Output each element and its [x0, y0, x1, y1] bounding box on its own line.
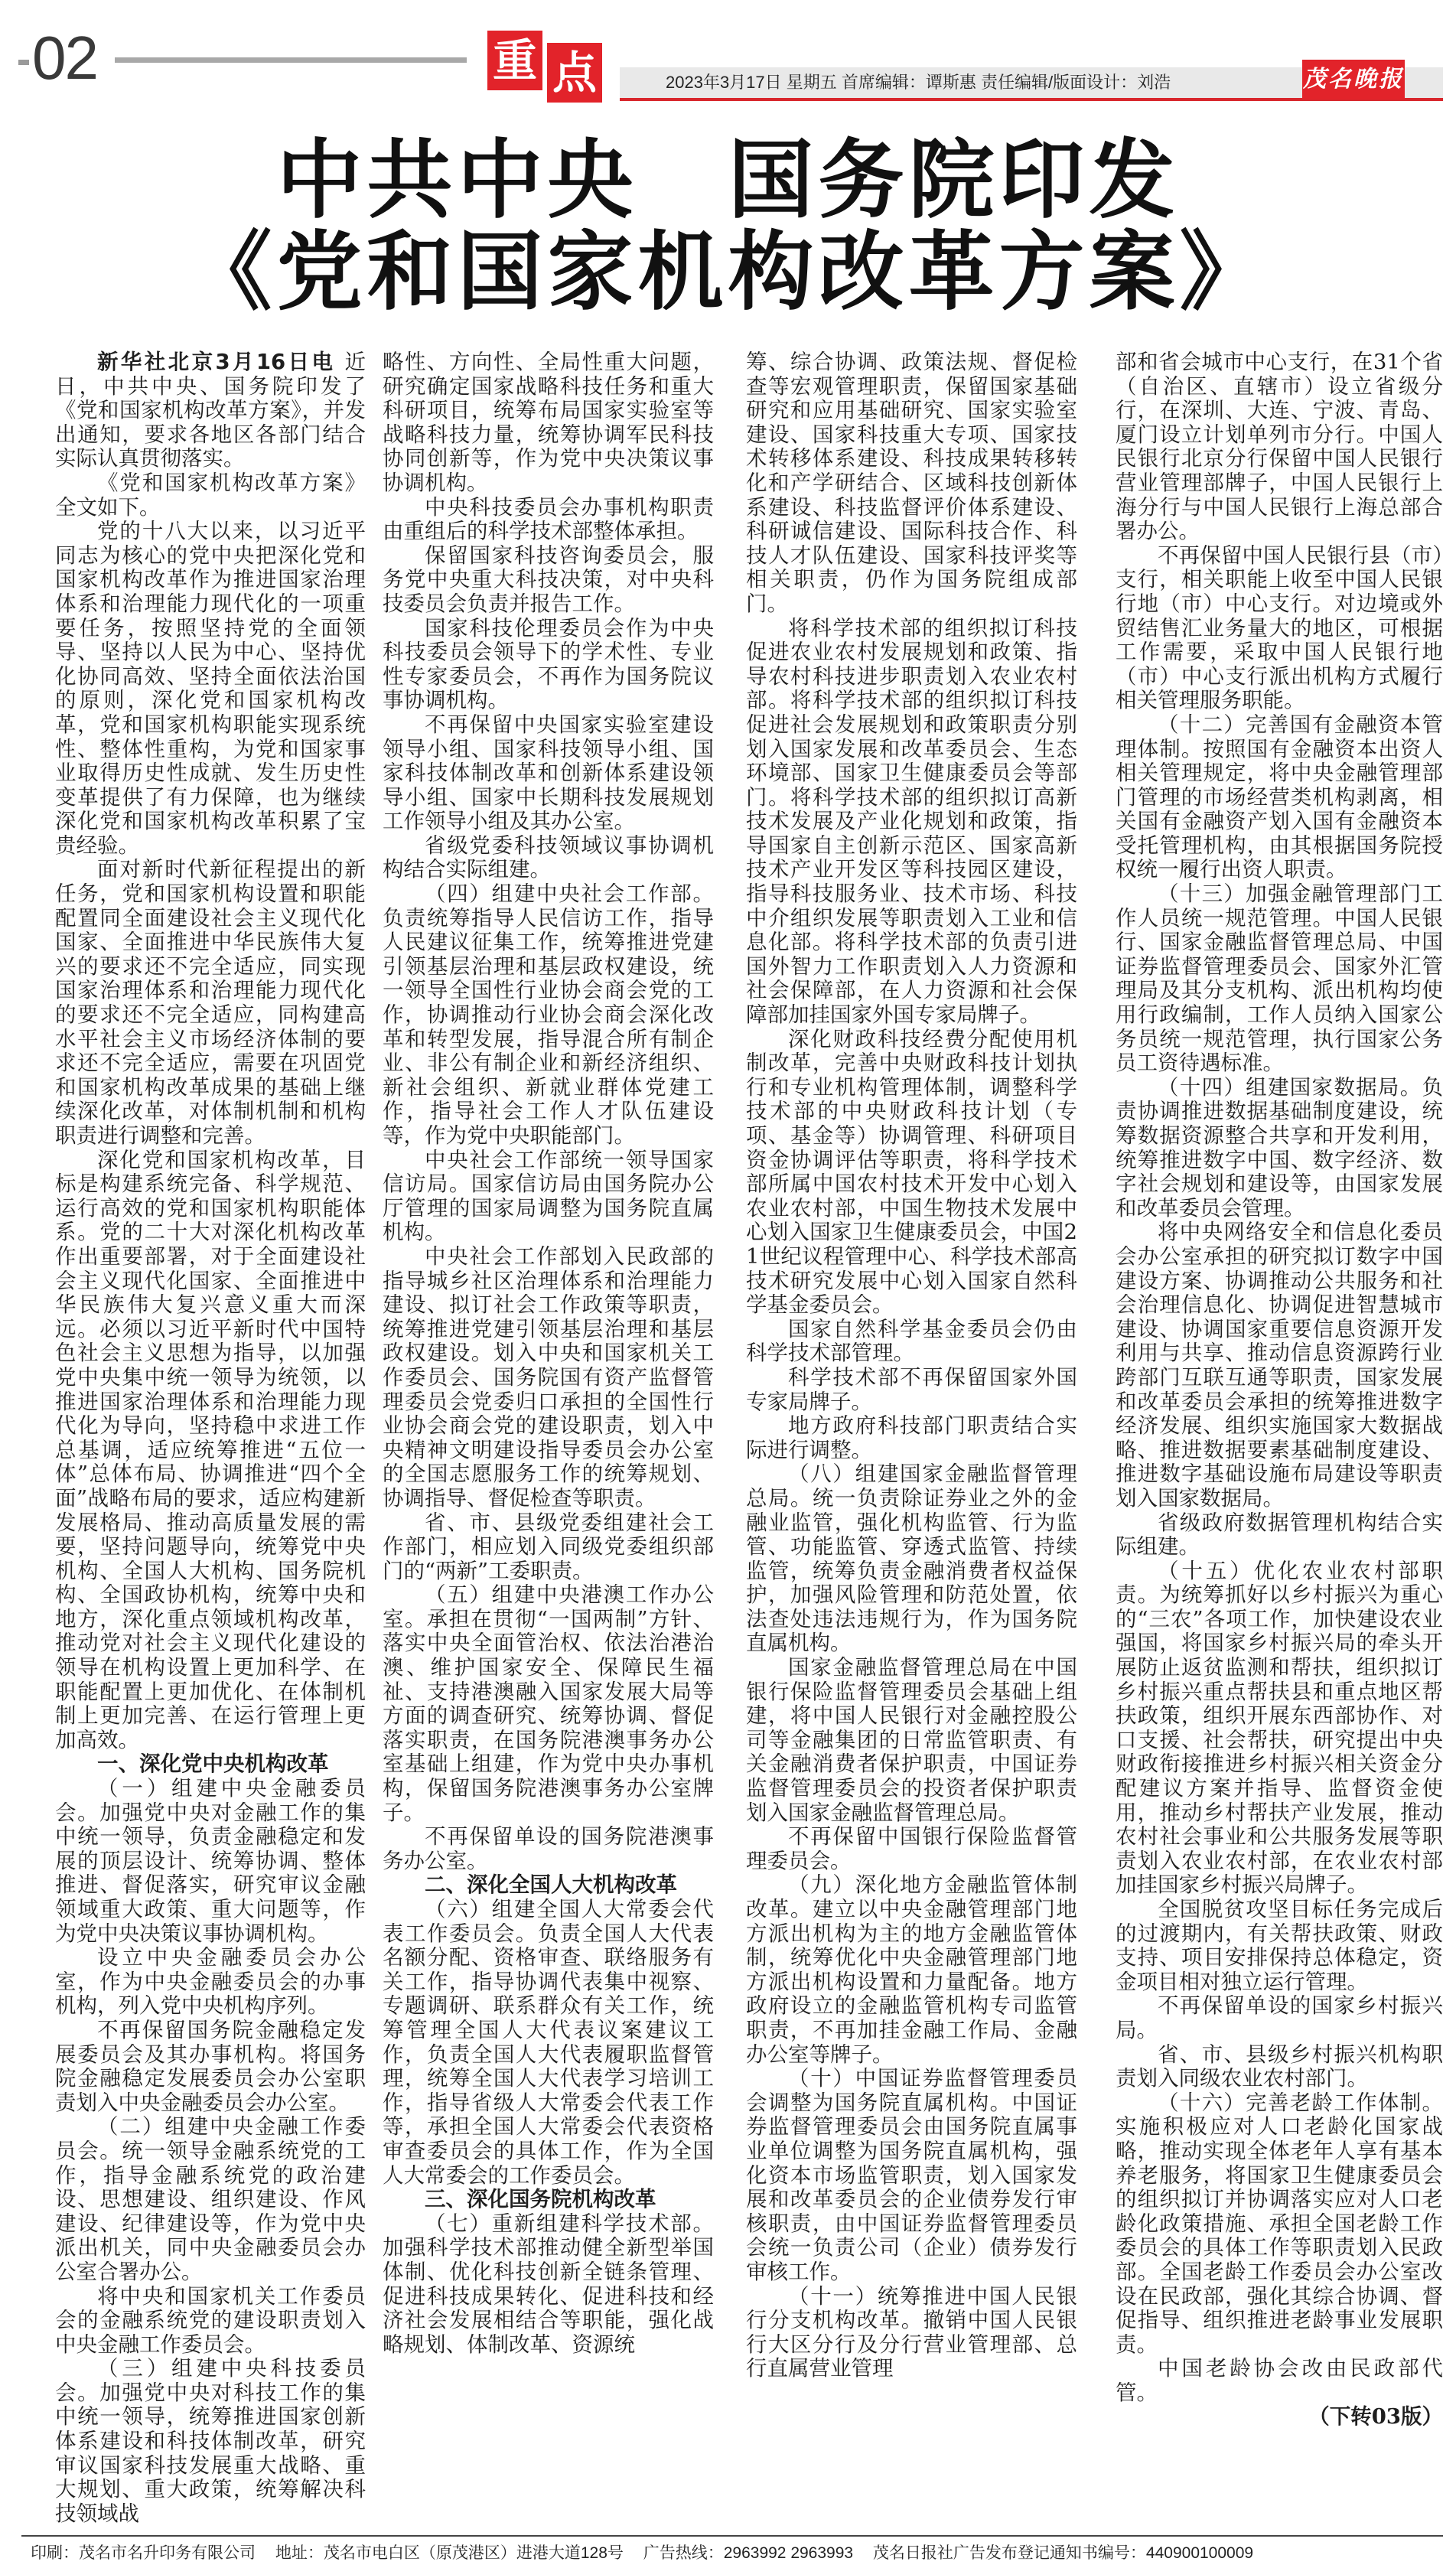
paragraph	[55, 1777, 366, 1946]
paragraph	[383, 1511, 714, 1584]
article-column-3	[746, 350, 1077, 2381]
paragraph-text: 不再保留中国人民银行县（市）支行，相关职能上收至中国人民银行地（市）中心支行。对边境或外贸结售汇业务量大的地区，可根据工作需要，采取中国人民银行地（市）中心支行派出机构方式履行相关管理服务职能。	[1116, 543, 1443, 713]
paragraph-text: （十三）加强金融管理部门工作人员统一规范管理。中国人民银行、国家金融监督管理总局、中国证券监督管理委员会、国家外汇管理局及其分支机构、派出机构均使用行政编制，工作人员纳入国家公务员统一规范管理，执行国家公务员工资待遇标准。	[1116, 882, 1443, 1076]
page-number: 02	[18, 28, 97, 89]
paragraph-text: （四）组建中央社会工作部。负责统筹指导人民信访工作，指导人民建议征集工作，统筹推进党建引领基层治理和基层政权建设，统一领导全国性行业协会商会党的工作，协调推动行业协会商会深化改革和转型发展，指导混合所有制企业、非公有制企业和新经济组织、新社会组织、新就业群体党建工作，指导社会工作人才队伍建设等，作为党中央职能部门。	[383, 882, 714, 1148]
dateline: 新华社北京3月16日电	[97, 350, 336, 374]
paragraph-text: （二）组建中央金融工作委员会。统一领导金融系统党的工作，指导金融系统党的政治建设、思想建设、组织建设、作风建设、纪律建设等，作为党中央派出机关，同中央金融委员会办公室合署办公。	[55, 2114, 366, 2284]
paragraph	[55, 2357, 366, 2526]
paragraph	[1116, 2091, 1443, 2358]
newspaper-logo: 茂名晚报	[1302, 60, 1405, 99]
section-tag-char-2: 点	[547, 43, 602, 103]
paragraph	[1116, 1898, 1443, 1994]
paragraph	[383, 713, 714, 834]
paragraph-text: 全国脱贫攻坚目标任务完成后的过渡期内，有关帮扶政策、财政支持、项目安排保持总体稳定，资金项目相对独立运行管理。	[1116, 1897, 1443, 1994]
paragraph-text: 三、深化国务院机构改革	[425, 2187, 656, 2212]
paragraph-text: 深化财政科技经费分配使用机制改革，完善中央财政科技计划执行和专业机构管理体制，调整科学技术部的中央财政科技计划（专项、基金等）协调管理、科研项目资金协调评估等职责，将科学技术部所属中国农村技术开发中心划入农业农村部，中国生物技术发展中心划入国家卫生健康委员会，中国21世纪议程管理中心、科学技术部高技术研究发展中心划入国家自然科学基金委员会。	[746, 1026, 1077, 1318]
paragraph	[383, 544, 714, 617]
paragraph	[1116, 2357, 1443, 2405]
paragraph	[1116, 1076, 1443, 1221]
paragraph-text: 党的十八大以来，以习近平同志为核心的党中央把深化党和国家机构改革作为推进国家治理体系和治理能力现代化的一项重要任务，按照坚持党的全面领导、坚持以人民为中心、坚持优化协同高效、坚持全面依法治国的原则，深化党和国家机构改革，党和国家机构职能实现系统性、整体性重构，为党和国家事业取得历史性成就、发生历史性变革提供了有力保障，也为继续深化党和国家机构改革积累了宝贵经验。	[55, 519, 366, 858]
section-heading	[383, 2188, 714, 2212]
paragraph	[746, 1366, 1077, 1414]
paragraph	[1116, 350, 1443, 544]
paragraph	[746, 1462, 1077, 1656]
paragraph	[1116, 544, 1443, 713]
paragraph	[383, 882, 714, 1149]
header-rule	[115, 57, 467, 63]
paragraph	[1116, 2405, 1443, 2429]
paragraph-text: 中央科技委员会办事机构职责由重组后的科学技术部整体承担。	[383, 494, 714, 544]
paragraph	[55, 350, 366, 471]
paragraph-text: （六）组建全国人大常委会代表工作委员会。负责全国人大代表名额分配、资格审查、联络服务有关工作，指导协调代表集中视察、专题调研、联系群众有关工作，统筹管理全国人大代表议案建议工作，负责全国人大代表履职监督管理，统筹全国人大代表学习培训工作，指导省级人大常委会代表工作等，承担全国人大常委会代表资格审查委员会的具体工作，作为全国人大常委会的工作委员会。	[383, 1897, 714, 2188]
paragraph	[746, 1825, 1077, 1873]
paragraph-text: 保留国家科技咨询委员会，服务党中央重大科技决策，对中央科技委员会负责并报告工作。	[383, 543, 714, 616]
paragraph-text: 不再保留国务院金融稳定发展委员会及其办事机构。将国务院金融稳定发展委员会办公室职责划入中央金融委员会办公室。	[55, 2017, 366, 2115]
paragraph	[1116, 1559, 1443, 1898]
paragraph-text: 将中央和国家机关工作委员会的金融系统党的建设职责划入中央金融工作委员会。	[55, 2283, 366, 2357]
footer-ad-license: 茂名日报社广告发布登记通知书编号：44090010000​9	[872, 2544, 1254, 2562]
paragraph-text: 略性、方向性、全局性重大问题，研究确定国家战略科技任务和重大科研项目，统筹布局国家实验室等战略科技力量，统筹协调军民科技协同创新等，作为党中央决策议事协调机构。	[383, 350, 714, 495]
paragraph-text: 将科学技术部的组织拟订科技促进农业农村发展规划和政策、指导农村科技进步职责划入农业农村部。将科学技术部的组织拟订科技促进社会发展规划和政策职责分别划入国家发展和改革委员会、生态环境部、国家卫生健康委员会等部门。将科学技术部的组织拟订高新技术发展及产业化规划和政策，指导国家自主创新示范区、国家高新技术产业开发区等科技园区建设，指导科技服务业、技术市场、科技中介组织发展等职责划入工业和信息化部。将科学技术部的负责引进国外智力工作职责划入人力资源和社会保障部，在人力资源和社会保障部加挂国家外国专家局牌子。	[746, 615, 1077, 1028]
paragraph	[1116, 2043, 1443, 2091]
paragraph-text: （十）中国证券监督管理委员会调整为国务院直属机构。中国证券监督管理委员会由国务院直属事业单位调整为国务院直属机构，强化资本市场监管职责，划入国家发展和改革委员会的企业债券发行审核职责，由中国证券监督管理委员会统一负责公司（企业）债券发行审核工作。	[746, 2066, 1077, 2284]
article-column-2	[383, 350, 714, 2357]
paragraph-text: 国家科技伦理委员会作为中央科技委员会领导下的学术性、专业性专家委员会，不再作为国务院议事协调机构。	[383, 615, 714, 713]
paragraph	[746, 2067, 1077, 2284]
masthead-bar	[620, 67, 1443, 101]
paragraph-text: （八）组建国家金融监督管理总局。统一负责除证券业之外的金融业监管，强化机构监管、行为监管、功能监管、穿透式监管、持续监管，统筹负责金融消费者权益保护，加强风险管理和防范处置，依法查处违法违规行为，作为国务院直属机构。	[746, 1462, 1077, 1656]
paragraph-text: 不再保留单设的国务院港澳事务办公室。	[383, 1824, 714, 1873]
paragraph-text: 省级党委科技领域议事协调机构结合实际组建。	[383, 833, 714, 882]
paragraph	[1116, 1511, 1443, 1559]
paragraph-text: 面对新时代新征程提出的新任务，党和国家机构设置和职能配置同全面建设社会主义现代化国家、全面推进中华民族伟大复兴的要求还不完全适应，同实现国家治理体系和治理能力现代化的要求还不完全适应，同构建高水平社会主义市场经济体制的要求还不完全适应，需要在巩固党和国家机构改革成果的基础上继续深化改革，对体制机制和机构职责进行调整和完善。	[55, 857, 366, 1148]
section-heading	[55, 1752, 366, 1777]
paragraph	[383, 496, 714, 544]
paragraph	[1116, 1220, 1443, 1510]
paragraph-text: 省级政府数据管理机构结合实际组建。	[1116, 1510, 1443, 1559]
paragraph	[383, 2212, 714, 2358]
headline-line-2: 《党和国家机构改革方案》	[186, 223, 1270, 322]
paragraph-text: 筹、综合协调、政策法规、督促检查等宏观管理职责，保留国家基础研究和应用基础研究、国家实验室建设、国家科技重大专项、国家技术转移体系建设、科技成果转移转化和产学研结合、区域科技创新体系建设、科技监督评价体系建设、科研诚信建设、国际科技合作、科技人才队伍建设、国家科技评奖等相关职责，仍作为国务院组成部门。	[746, 350, 1077, 616]
paragraph	[1116, 1994, 1443, 2042]
paragraph-text: 部和省会城市中心支行，在31个省（自治区、直辖市）设立省级分行，在深圳、大连、宁波、青岛、厦门设立计划单列市分行。中国人民银行北京分行保留中国人民银行营业管理部牌子，中国人民银行上海分行与中国人民银行上海总部合署办公。	[1116, 350, 1443, 544]
paragraph-text: （十四）组建国家数据局。负责协调推进数据基础制度建设，统筹数据资源整合共享和开发利用，统筹推进数字中国、数字经济、数字社会规划和建设等，由国家发展和改革委员会管理。	[1116, 1074, 1443, 1220]
paragraph-text: 一、深化党中央机构改革	[97, 1752, 329, 1777]
paragraph	[383, 1825, 714, 1873]
footer-address: 地址：茂名市电白区（原茂港区）进港大道128号	[275, 2544, 624, 2562]
paragraph-text: 省、市、县级党委组建社会工作部门，相应划入同级党委组织部门的“两新”工委职责。	[383, 1510, 714, 1583]
paragraph	[55, 471, 366, 520]
paragraph	[1116, 882, 1443, 1076]
paragraph	[55, 858, 366, 1148]
paragraph	[383, 834, 714, 882]
headline-line-1: 中共中央 国务院印发	[276, 131, 1180, 230]
paragraph-text: 中国老龄协会改由民政部代管。	[1116, 2356, 1443, 2405]
paragraph-text: 近日，中共中央、国务院印发了《党和国家机构改革方案》，并发出通知，要求各地区各部门结合实际认真贯彻落实。	[55, 350, 366, 471]
paragraph	[55, 2019, 366, 2115]
paragraph	[383, 1583, 714, 1825]
masthead-info: 2023年3月17日 星期五 首席编辑：谭斯惠 责任编辑/版面设计：刘浩	[666, 73, 1171, 92]
paragraph-text: （五）组建中央港澳工作办公室。承担在贯彻“一国两制”方针、落实中央全面管治权、依法治港治澳、维护国家安全、保障民生福祉、支持港澳融入国家发展大局等方面的调查研究、统筹协调、督促落实职责，在国务院港澳事务办公室基础上组建，作为党中央办事机构，保留国务院港澳事务办公室牌子。	[383, 1582, 714, 1825]
paragraph	[746, 350, 1077, 617]
paragraph	[746, 1873, 1077, 2067]
paragraph-text: 国家金融监督管理总局在中国银行保险监督管理委员会基础上组建，将中国人民银行对金融控股公司等金融集团的日常监管职责、有关金融消费者保护职责，中国证券监督管理委员会的投资者保护职责划入国家金融监督管理总局。	[746, 1655, 1077, 1825]
paragraph	[383, 1245, 714, 1511]
paragraph-text: （十六）完善老龄工作体制。实施积极应对人口老龄化国家战略，推动实现全体老年人享有基本养老服务，将国家卫生健康委员会的组织拟订并协调落实应对人口老龄化政策措施、承担全国老龄工作委员会的具体工作等职责划入民政部。全国老龄工作委员会办公室改设在民政部，强化其综合协调、督促指导、组织推进老龄事业发展职责。	[1116, 2090, 1443, 2357]
paragraph-text: （一）组建中央金融委员会。加强党中央对金融工作的集中统一领导，负责金融稳定和发展的顶层设计、统筹协调、整体推进、督促落实，研究审议金融领域重大政策、重大问题等，作为党中央决策议事协调机构。	[55, 1776, 366, 1946]
paragraph-text: 将中央网络安全和信息化委员会办公室承担的研究拟订数字中国建设方案、协调推动公共服务和社会治理信息化、协调促进智慧城市建设、协调国家重要信息资源开发利用与共享、推动信息资源跨行业跨部门互联互通等职责，国家发展和改革委员会承担的统筹推进数字经济发展、组织实施国家大数据战略、推进数据要素基础制度建设、推进数字基础设施布局建设等职责划入国家数据局。	[1116, 1220, 1443, 1510]
paragraph	[383, 1149, 714, 1245]
section-tag-char-1: 重	[487, 31, 542, 90]
section-heading	[383, 1873, 714, 1898]
paragraph-text: 不再保留中国银行保险监督管理委员会。	[746, 1824, 1077, 1873]
paragraph-text: （十二）完善国有金融资本管理体制。按照国有金融资本出资人相关管理规定，将中央金融管理部门管理的市场经营类机构剥离，相关国有金融资产划入国有金融资本受托管理机构，由其根据国务院授权统一履行出资人职责。	[1116, 712, 1443, 882]
paragraph	[746, 1028, 1077, 1318]
article-column-4	[1116, 350, 1443, 2429]
paragraph-text: 二、深化全国人大机构改革	[425, 1872, 677, 1898]
footer-ad-hotline: 广告热线：2963992 2963993	[643, 2544, 854, 2562]
paragraph-text: （下转03版）	[1308, 2404, 1443, 2429]
paragraph-text: （十五）优化农业农村部职责。为统筹抓好以乡村振兴为重心的“三农”各项工作，加快建设农业强国，将国家乡村振兴局的牵头开展防止返贫监测和帮扶，组织拟订乡村振兴重点帮扶县和重点地区帮扶政策，组织开展东西部协作、对口支援、社会帮扶，研究提出中央财政衔接推进乡村振兴相关资金分配建议方案并指导、监督资金使用，推动乡村帮扶产业发展，推动农村社会事业和公共服务发展等职责划入农业农村部，在农业农村部加挂国家乡村振兴局牌子。	[1116, 1558, 1443, 1898]
paragraph-text: （三）组建中央科技委员会。加强党中央对科技工作的集中统一领导，统筹推进国家创新体系建设和科技体制改革，研究审议国家科技发展重大战略、重大规划、重大政策，统筹解决科技领域战	[55, 2356, 366, 2526]
paragraph	[383, 1898, 714, 2188]
paragraph	[746, 1414, 1077, 1462]
paragraph	[746, 2285, 1077, 2381]
paragraph	[55, 520, 366, 858]
paragraph-text: 不再保留中央国家实验室建设领导小组、国家科技领导小组、国家科技体制改革和创新体系建设领导小组、国家中长期科技发展规划工作领导小组及其办公室。	[383, 712, 714, 834]
paragraph-text: 深化党和国家机构改革，目标是构建系统完备、科学规范、运行高效的党和国家机构职能体系。党的二十大对深化机构改革作出重要部署，对于全面建设社会主义现代化国家、全面推进中华民族伟大复兴意义重大而深远。必须以习近平新时代中国特色社会主义思想为指导，以加强党中央集中统一领导为统领，以推进国家治理体系和治理能力现代化为导向，坚持稳中求进工作总基调，适应统筹推进“五位一体”总体布局、协调推进“四个全面”战略布局的要求，适应构建新发展格局、推动高质量发展的需要，坚持问题导向，统筹党中央机构、全国人大机构、国务院机构、全国政协机构，统筹中央和地方，深化重点领域机构改革，推动党对社会主义现代化建设的领导在机构设置上更加科学、在职能配置上更加优化、在体制机制上更加完善、在运行管理上更加高效。	[55, 1147, 366, 1752]
paragraph-text: 国家自然科学基金委员会仍由科学技术部管理。	[746, 1316, 1077, 1366]
paragraph	[55, 2285, 366, 2358]
paragraph-text: 设立中央金融委员会办公室，作为中央金融委员会的办事机构，列入党中央机构序列。	[55, 1945, 366, 2019]
paragraph-text: 省、市、县级乡村振兴机构职责划入同级农业农村部门。	[1116, 2042, 1443, 2091]
article-column-1	[55, 350, 366, 2526]
paragraph	[55, 1149, 366, 1753]
footer-printer: 印刷：茂名市名升印务有限公司	[31, 2544, 256, 2562]
paragraph	[383, 617, 714, 713]
paragraph-text: （七）重新组建科学技术部。加强科学技术部推动健全新型举国体制、优化科技创新全链条管理、促进科技成果转化、促进科技和经济社会发展相结合等职能，强化战略规划、体制改革、资源统	[383, 2211, 714, 2357]
paragraph-text: （九）深化地方金融监管体制改革。建立以中央金融管理部门地方派出机构为主的地方金融监管体制，统筹优化中央金融管理部门地方派出机构设置和力量配备。地方政府设立的金融监管机构专司监管职责，不再加挂金融工作局、金融办公室等牌子。	[746, 1872, 1077, 2067]
paragraph	[746, 1318, 1077, 1366]
footer-rule	[21, 2535, 1443, 2537]
paragraph-text: （十一）统筹推进中国人民银行分支机构改革。撤销中国人民银行大区分行及分行营业管理部、总行直属营业管理	[746, 2283, 1077, 2381]
paragraph	[383, 350, 714, 496]
paragraph-text: 不再保留单设的国家乡村振兴局。	[1116, 1993, 1443, 2042]
paragraph	[55, 2115, 366, 2284]
paragraph-text: 地方政府科技部门职责结合实际进行调整。	[746, 1413, 1077, 1462]
paragraph	[55, 1946, 366, 2019]
footer	[31, 2544, 1438, 2563]
paragraph-text: 《党和国家机构改革方案》全文如下。	[55, 470, 366, 520]
paragraph-text: 科学技术部不再保留国家外国专家局牌子。	[746, 1364, 1077, 1414]
paragraph	[746, 617, 1077, 1028]
paragraph-text: 中央社会工作部划入民政部的指导城乡社区治理体系和治理能力建设、拟订社会工作政策等职责，统筹推进党建引领基层治理和基层政权建设。划入中央和国家机关工作委员会、国务院国有资产监督管理委员会党委归口承担的全国性行业协会商会党的建设职责，划入中央精神文明建设指导委员会办公室的全国志愿服务工作的统筹规划、协调指导、督促检查等职责。	[383, 1243, 714, 1510]
paragraph-text: 中央社会工作部统一领导国家信访局。国家信访局由国务院办公厅管理的国家局调整为国务院直属机构。	[383, 1147, 714, 1245]
paragraph	[1116, 713, 1443, 882]
paragraph	[746, 1656, 1077, 1825]
